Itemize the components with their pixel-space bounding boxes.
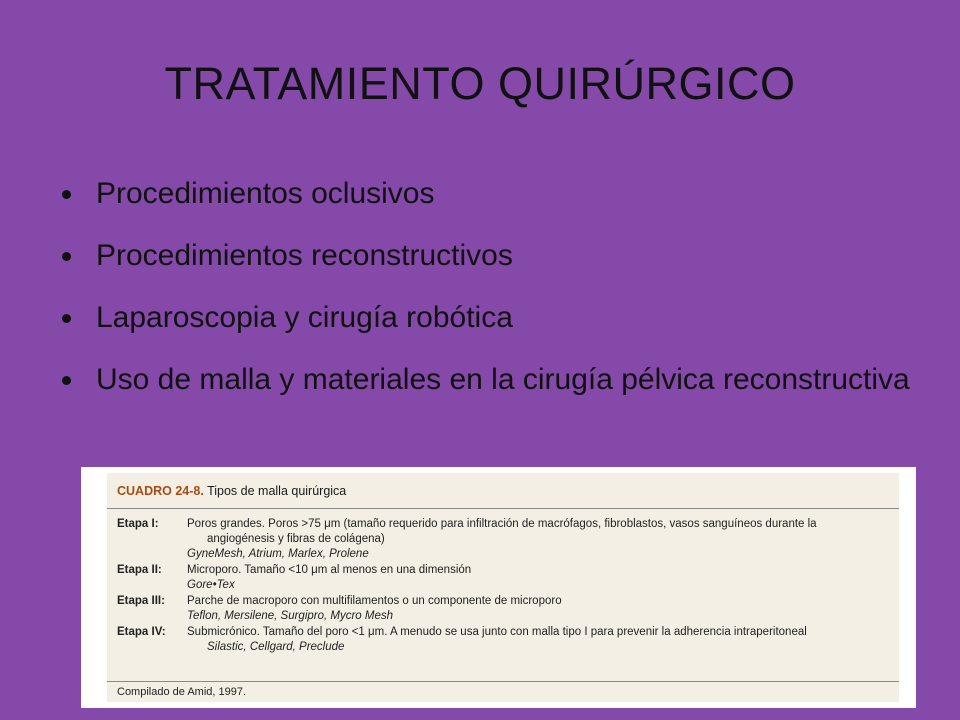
brand-names: Teflon, Mersilene, Surgipro, Mycro Mesh	[187, 610, 394, 622]
stage-label: Etapa I:	[117, 518, 159, 530]
slide-title: TRATAMIENTO QUIRÚRGICO	[164, 58, 796, 109]
table-row	[107, 517, 899, 562]
table-row	[107, 563, 899, 593]
desc-text: Submicrónico. Tamaño del poro <1 μm. A menudo se usa junto con malla tipo I para prevenir la adherencia intraperitoneal	[187, 626, 807, 638]
table-row	[107, 594, 899, 624]
cuadro-header	[107, 473, 899, 509]
desc-continuation: angiogénesis y fibras de colágena)	[207, 533, 385, 545]
bullet-item: Procedimientos reconstructivos	[60, 238, 920, 274]
table-image	[81, 467, 916, 708]
desc-text: Parche de macroporo con multifilamentos o un componente de microporo	[187, 595, 562, 607]
stage-label: Etapa III:	[117, 595, 165, 607]
stage-description	[187, 625, 899, 655]
stage-description	[187, 563, 899, 593]
cuadro-number: CUADRO 24-8.	[117, 484, 204, 498]
cuadro-title: Tipos de malla quirúrgica	[207, 484, 347, 498]
cuadro-rows	[107, 517, 899, 656]
bullet-list	[60, 176, 920, 398]
table-row	[107, 625, 899, 655]
brand-names: GyneMesh, Atrium, Marlex, Prolene	[187, 548, 369, 560]
brand-names: Silastic, Cellgard, Preclude	[207, 641, 345, 653]
cuadro-table	[107, 473, 899, 702]
bullet-item: Procedimientos oclusivos	[60, 176, 920, 212]
desc-text: Microporo. Tamaño <10 μm al menos en una dimensión	[187, 564, 472, 576]
bullet-item: Uso de malla y materiales en la cirugía pélvica reconstructiva	[60, 362, 920, 398]
stage-label: Etapa II:	[117, 564, 162, 576]
stage-label: Etapa IV:	[117, 626, 166, 638]
cuadro-footer: Compilado de Amid, 1997.	[107, 681, 899, 702]
stage-description	[187, 594, 899, 624]
stage-description	[187, 517, 899, 562]
bullet-item: Laparoscopia y cirugía robótica	[60, 300, 920, 336]
brand-names: Gore•Tex	[187, 579, 235, 591]
desc-text: Poros grandes. Poros >75 μm (tamaño requerido para infiltración de macrófagos, fibroblastos, vasos sanguíneos durante la	[187, 518, 817, 530]
